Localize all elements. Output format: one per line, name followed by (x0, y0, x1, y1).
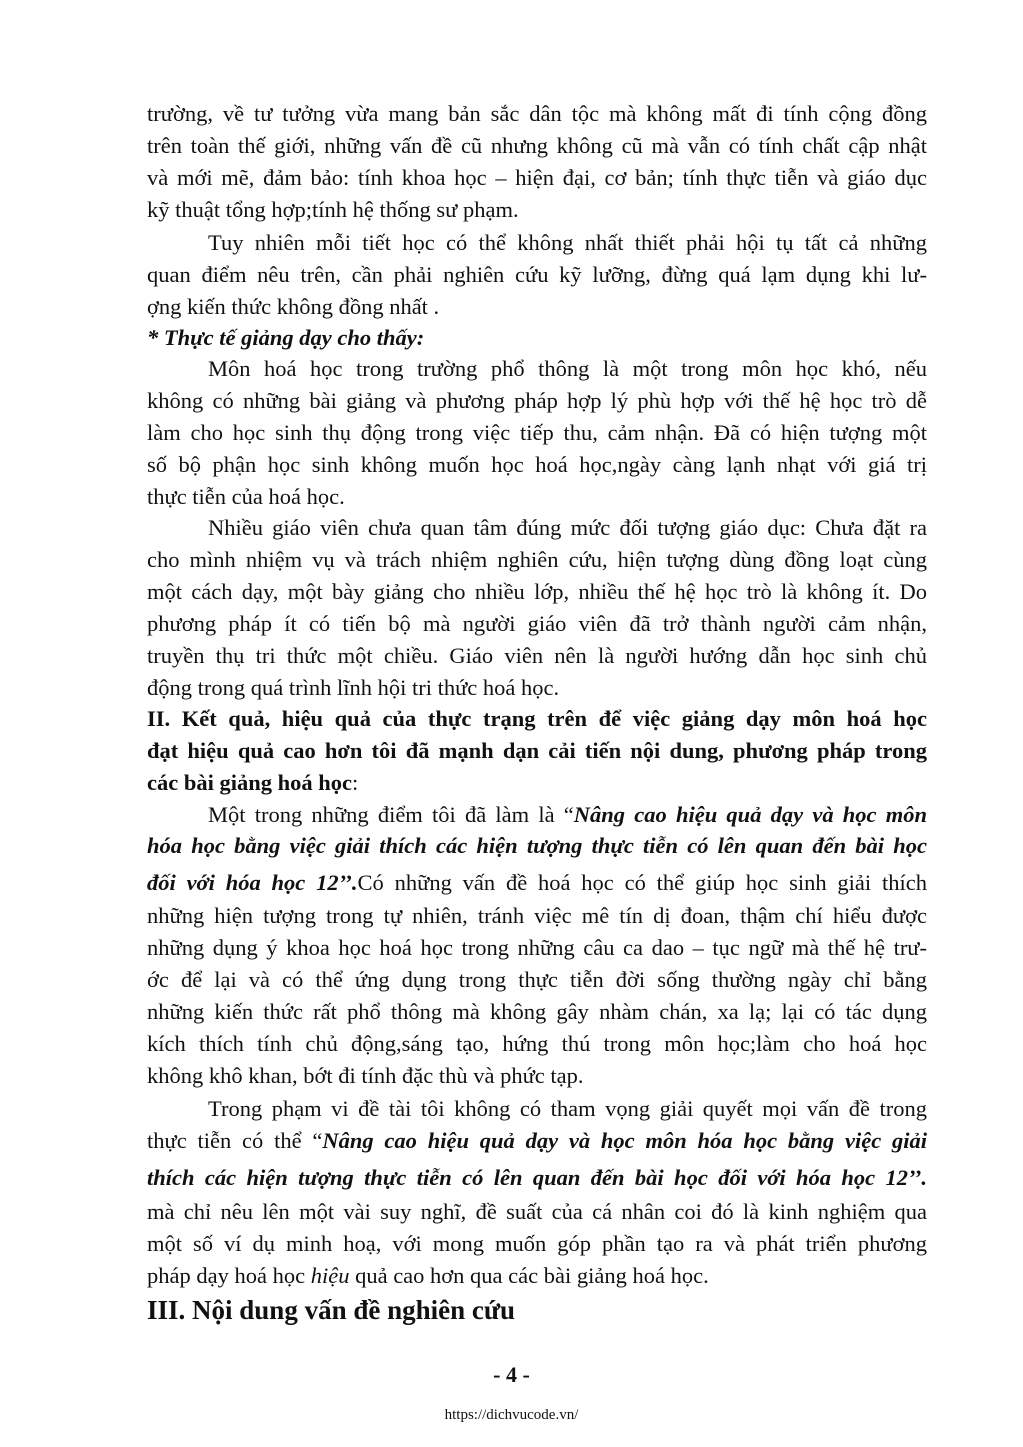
topic-title: thích các hiện tượng thực tiễn có lên quan đến bài học đối với hóa học 12’’. (147, 1165, 927, 1190)
text-line: thực tiễn của hoá học. (147, 484, 345, 509)
line-text: thực tiễn có thể “ (147, 1128, 323, 1153)
text-line: động trong quá trình lĩnh hội tri thức hoá học. (147, 675, 560, 700)
heading-text: các bài giảng hoá học (147, 770, 353, 795)
text-line: ợng kiến thức không đồng nhất . (147, 294, 440, 319)
text-line: quan điểm nêu trên, cần phải nghiên cứu kỹ lưỡng, đừng quá lạm dụng khi lư- (147, 262, 927, 287)
text-line: Môn hoá học trong trường phổ thông là một trong môn học khó, nếu (208, 356, 927, 381)
text-line: và mới mẽ, đảm bảo: tính khoa học – hiện đại, cơ bản; tính thực tiễn và giáo dục (147, 165, 927, 190)
topic-title: đối với hóa học 12’’. (147, 870, 358, 895)
topic-title: Nâng cao hiệu quả dạy và học môn (573, 802, 928, 827)
page-number: - 4 - (493, 1362, 530, 1387)
italic-word: hiệu (310, 1263, 350, 1288)
text-line (208, 798, 927, 831)
text-line: trường, về tư tưởng vừa mang bản sắc dân tộc mà không mất đi tính cộng đồng (147, 101, 927, 126)
text-line: những hiện tượng trong tự nhiên, tránh việc mê tín dị đoan, thậm chí hiểu được (147, 903, 927, 928)
text-line (147, 866, 927, 899)
text-line: những kiến thức rất phổ thông mà không gây nhàm chán, xa lạ; lại có tác dụng (147, 999, 927, 1024)
section-heading-iii: III. Nội dung vấn đề nghiên cứu (147, 1295, 516, 1325)
line-text: pháp dạy hoá học (147, 1263, 311, 1288)
text-line (147, 1259, 927, 1292)
text-line: một cách dạy, một bày giảng cho nhiều lớp, nhiều thế hệ học trò là không ít. Do (147, 579, 927, 604)
text-line: truyền thụ tri thức một chiều. Giáo viên nên là người hướng dẫn học sinh chủ (147, 643, 927, 668)
text-line: kích thích tính chủ động,sáng tạo, hứng thú trong môn học;làm cho hoá học (147, 1031, 927, 1056)
text-line: một số ví dụ minh hoạ, với mong muốn góp phần tạo ra và phát triển phương (147, 1231, 927, 1256)
footer-url: https://dichvucode.vn/ (444, 1407, 579, 1423)
heading-colon: : (352, 770, 359, 795)
text-line: không khô khan, bớt đi tính đặc thù và phức tạp. (147, 1063, 584, 1088)
text-line: trên toàn thế giới, những vấn đề cũ nhưng không cũ mà vẫn có tính chất cập nhật (147, 133, 927, 158)
text-line: ớc để lại và có thể ứng dụng trong thực tiễn đời sống thường ngày chỉ bằng (147, 967, 927, 992)
text-line: phương pháp ít có tiến bộ mà người giáo viên đã trở thành người cảm nhận, (147, 611, 927, 636)
topic-title: Nâng cao hiệu quả dạy và học môn hóa học bằng việc giải (322, 1128, 927, 1153)
section-heading-ii (147, 766, 927, 799)
line-text: quả cao hơn qua các bài giảng hoá học. (349, 1263, 709, 1288)
text-line: Nhiều giáo viên chưa quan tâm đúng mức đối tượng giáo dục: Chưa đặt ra (208, 515, 927, 540)
topic-title: hóa học bằng việc giải thích các hiện tượng thực tiễn có lên quan đến bài học (147, 833, 927, 858)
text-line: cho mình nhiệm vụ và trách nhiệm nghiên cứu, hiện tượng dùng đồng loạt cùng (147, 547, 927, 572)
text-line: Trong phạm vi đề tài tôi không có tham vọng giải quyết mọi vấn đề trong (208, 1096, 927, 1121)
section-heading-ii: II. Kết quả, hiệu quả của thực trạng trên để việc giảng dạy môn hoá học (147, 706, 927, 731)
text-line: làm cho học sinh thụ động trong việc tiếp thu, cảm nhận. Đã có hiện tượng một (147, 420, 927, 445)
text-line (147, 1124, 927, 1157)
text-line: không có những bài giảng và phương pháp hợp lý phù hợp với thế hệ học trò dễ (147, 388, 927, 413)
line-text: Một trong những điểm tôi đã làm là “ (208, 802, 574, 827)
text-line: Tuy nhiên mỗi tiết học có thể không nhất thiết phải hội tụ tất cả những (208, 230, 927, 255)
text-line: số bộ phận học sinh không muốn học hoá học,ngày càng lạnh nhạt với giá trị (147, 452, 927, 477)
section-heading-ii: đạt hiệu quả cao hơn tôi đã mạnh dạn cải tiến nội dung, phương pháp trong (147, 738, 927, 763)
text-line: kỹ thuật tổng hợp;tính hệ thống sư phạm. (147, 197, 519, 222)
text-line: những dụng ý khoa học hoá học trong những câu ca dao – tục ngữ mà thế hệ trư- (147, 935, 927, 960)
text-line: mà chỉ nêu lên một vài suy nghĩ, đề suất của cá nhân coi đó là kinh nghiệm qua (147, 1199, 927, 1224)
section-subheading: * Thực tế giảng dạy cho thấy: (147, 325, 425, 350)
line-text: Có những vấn đề hoá học có thể giúp học sinh giải thích (357, 870, 927, 895)
